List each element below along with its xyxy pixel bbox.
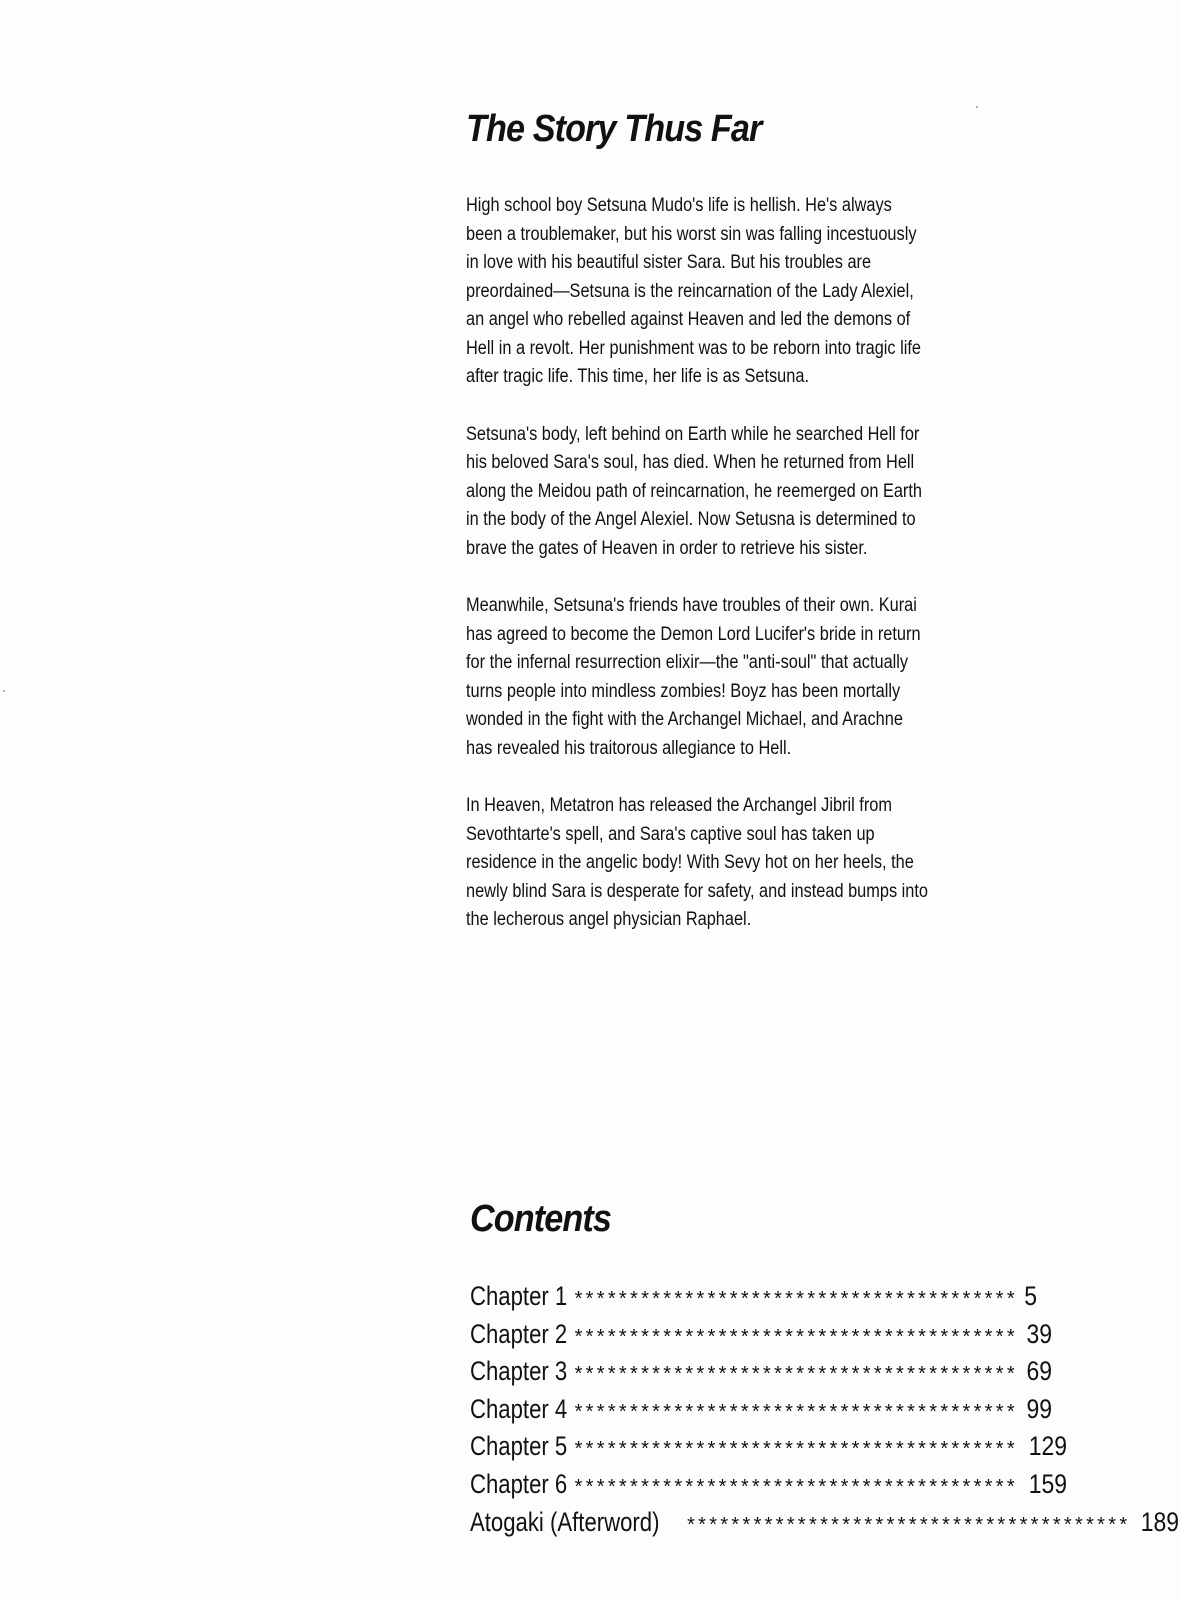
toc-leader: **************************************** xyxy=(574,1438,1018,1461)
toc-entry xyxy=(470,1353,1052,1391)
story-paragraph: Meanwhile, Setsuna's friends have troubles of their own. Kurai has agreed to become the Demon Lord Lucifer's bride in return for the infernal resurrection elixir—the "anti-soul" that actually turns people into mindless zombies! Boyz has been mortally wonded in the fight with the Archangel Michael, and Arachne has revealed his traitorous allegiance to Hell. xyxy=(466,595,921,759)
toc-entry xyxy=(470,1428,1067,1466)
toc-entry-label: Chapter 5 xyxy=(470,1431,568,1462)
story-title: The Story Thus Far xyxy=(466,108,762,150)
toc-entry xyxy=(470,1278,1037,1316)
toc-entry-page: 39 xyxy=(1026,1318,1052,1349)
toc-leader: **************************************** xyxy=(574,1400,1018,1423)
toc-entry xyxy=(470,1391,1052,1429)
scan-speck xyxy=(976,106,978,108)
toc-leader: **************************************** xyxy=(574,1363,1018,1386)
table-of-contents xyxy=(470,1278,1179,1541)
toc-leader: **************************************** xyxy=(687,1513,1131,1536)
toc-leader: **************************************** xyxy=(574,1475,1018,1498)
toc-entry-label: Chapter 1 xyxy=(470,1281,568,1311)
toc-leader: **************************************** xyxy=(574,1288,1018,1310)
toc-entry-page: 129 xyxy=(1028,1431,1067,1462)
toc-entry-label: Chapter 2 xyxy=(470,1318,568,1349)
toc-entry-label: Chapter 3 xyxy=(470,1356,568,1387)
toc-entry-page: 159 xyxy=(1028,1468,1067,1499)
toc-entry-label: Atogaki (Afterword) xyxy=(470,1506,660,1537)
toc-entry-page: 189 xyxy=(1141,1506,1179,1537)
toc-entry xyxy=(470,1504,1179,1542)
story-paragraph: High school boy Setsuna Mudo's life is hellish. He's always been a troublemaker, but his worst sin was falling incestuously in love with his beautiful sister Sara. But his troubles are preordained—Setsuna is the reincarnation of the Lady Alexiel, an angel who rebelled against Heaven and led the demons of Hell in a revolt. Her punishment was to be reborn into tragic life after tragic life. This time, her life is as Setsuna. xyxy=(466,195,922,387)
toc-entry-page: 99 xyxy=(1026,1393,1052,1424)
toc-entry-label: Chapter 4 xyxy=(470,1393,568,1424)
toc-entry xyxy=(470,1316,1052,1354)
story-body xyxy=(466,192,930,964)
toc-entry xyxy=(470,1466,1067,1504)
toc-entry-page: 69 xyxy=(1026,1356,1052,1387)
toc-entry-label: Chapter 6 xyxy=(470,1468,568,1499)
story-paragraph: Setsuna's body, left behind on Earth while he searched Hell for his beloved Sara's soul, has died. When he returned from Hell along the Meidou path of reincarnation, he reemerged on Earth in the body of the Angel Alexiel. Now Setusna is determined to brave the gates of Heaven in order to retrieve his sister. xyxy=(466,423,923,559)
scan-speck xyxy=(3,690,5,692)
toc-leader: **************************************** xyxy=(574,1325,1018,1348)
toc-entry-page: 5 xyxy=(1024,1281,1037,1311)
contents-title: Contents xyxy=(470,1198,611,1240)
story-paragraph: In Heaven, Metatron has released the Archangel Jibril from Sevothtarte's spell, and Sara's captive soul has taken up residence in the angelic body! With Sevy hot on her heels, the newly blind Sara is desperate for safety, and instead bumps into the lecherous angel physician Raphael. xyxy=(466,795,929,930)
